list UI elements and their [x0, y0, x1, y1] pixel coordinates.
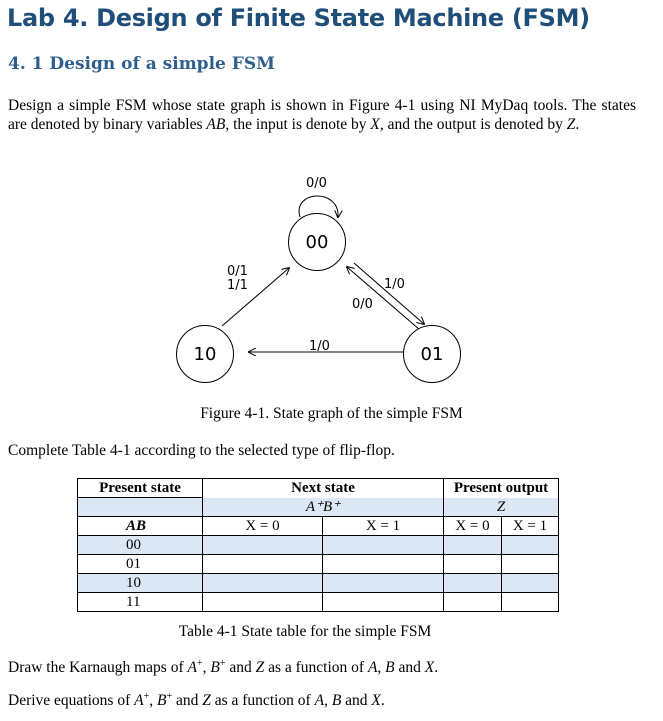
- state-node-01: 01: [403, 325, 461, 383]
- label-01-to-00: 0/0: [352, 297, 373, 312]
- figure-caption: Figure 4-1. State graph of the simple FSM: [200, 405, 463, 422]
- lab-title: Lab 4. Design of Finite State Machine (FSM): [7, 4, 590, 32]
- state-table: [77, 478, 559, 612]
- header-present-output: Present output: [444, 479, 559, 498]
- table-header-row: [78, 479, 559, 498]
- section-title: 4. 1 Design of a simple FSM: [8, 54, 275, 74]
- header-out-x1: X = 1: [502, 517, 559, 536]
- header-present-state: Present state: [78, 479, 203, 498]
- table-input-row: [78, 517, 559, 536]
- header-output-var: Z: [444, 498, 559, 517]
- table-caption: Table 4-1 State table for the simple FSM: [178, 623, 432, 640]
- header-next-vars: A⁺B⁺: [203, 498, 444, 517]
- state-graph: [0, 160, 663, 400]
- task-karnaugh: Draw the Karnaugh maps of A+, B+ and Z as a function of A, B and X.: [8, 658, 439, 677]
- header-next-state: Next state: [203, 479, 444, 498]
- table-subheader-row: [78, 498, 559, 517]
- state-node-00: 00: [288, 213, 346, 271]
- task-equations: Derive equations of A+, B+ and Z as a function of A, B and X.: [8, 691, 385, 710]
- label-00-to-01: 1/0: [384, 277, 405, 292]
- header-next-x0: X = 0: [203, 517, 323, 536]
- label-10-to-00-b: 1/1: [227, 278, 248, 293]
- header-next-x1: X = 1: [323, 517, 444, 536]
- intro-paragraph: Design a simple FSM whose state graph is shown in Figure 4-1 using NI MyDaq tools. The states are denoted by binary variables AB, the input is denote by X, and the output is denoted by Z.: [8, 97, 636, 133]
- label-01-to-10: 1/0: [309, 339, 330, 354]
- table-row: 11: [78, 593, 559, 612]
- table-row: 10: [78, 574, 559, 593]
- header-ab: AB: [78, 517, 203, 536]
- state-node-10: 10: [176, 325, 234, 383]
- label-10-to-00-a: 0/1: [227, 264, 248, 279]
- state-graph-edges: [0, 160, 663, 400]
- table-row: 00: [78, 536, 559, 555]
- header-out-x0: X = 0: [444, 517, 502, 536]
- table-row: 01: [78, 555, 559, 574]
- complete-instruction: Complete Table 4-1 according to the selected type of flip-flop.: [8, 442, 395, 459]
- edge-00-to-01: [354, 263, 424, 324]
- label-self-00: 0/0: [306, 176, 327, 191]
